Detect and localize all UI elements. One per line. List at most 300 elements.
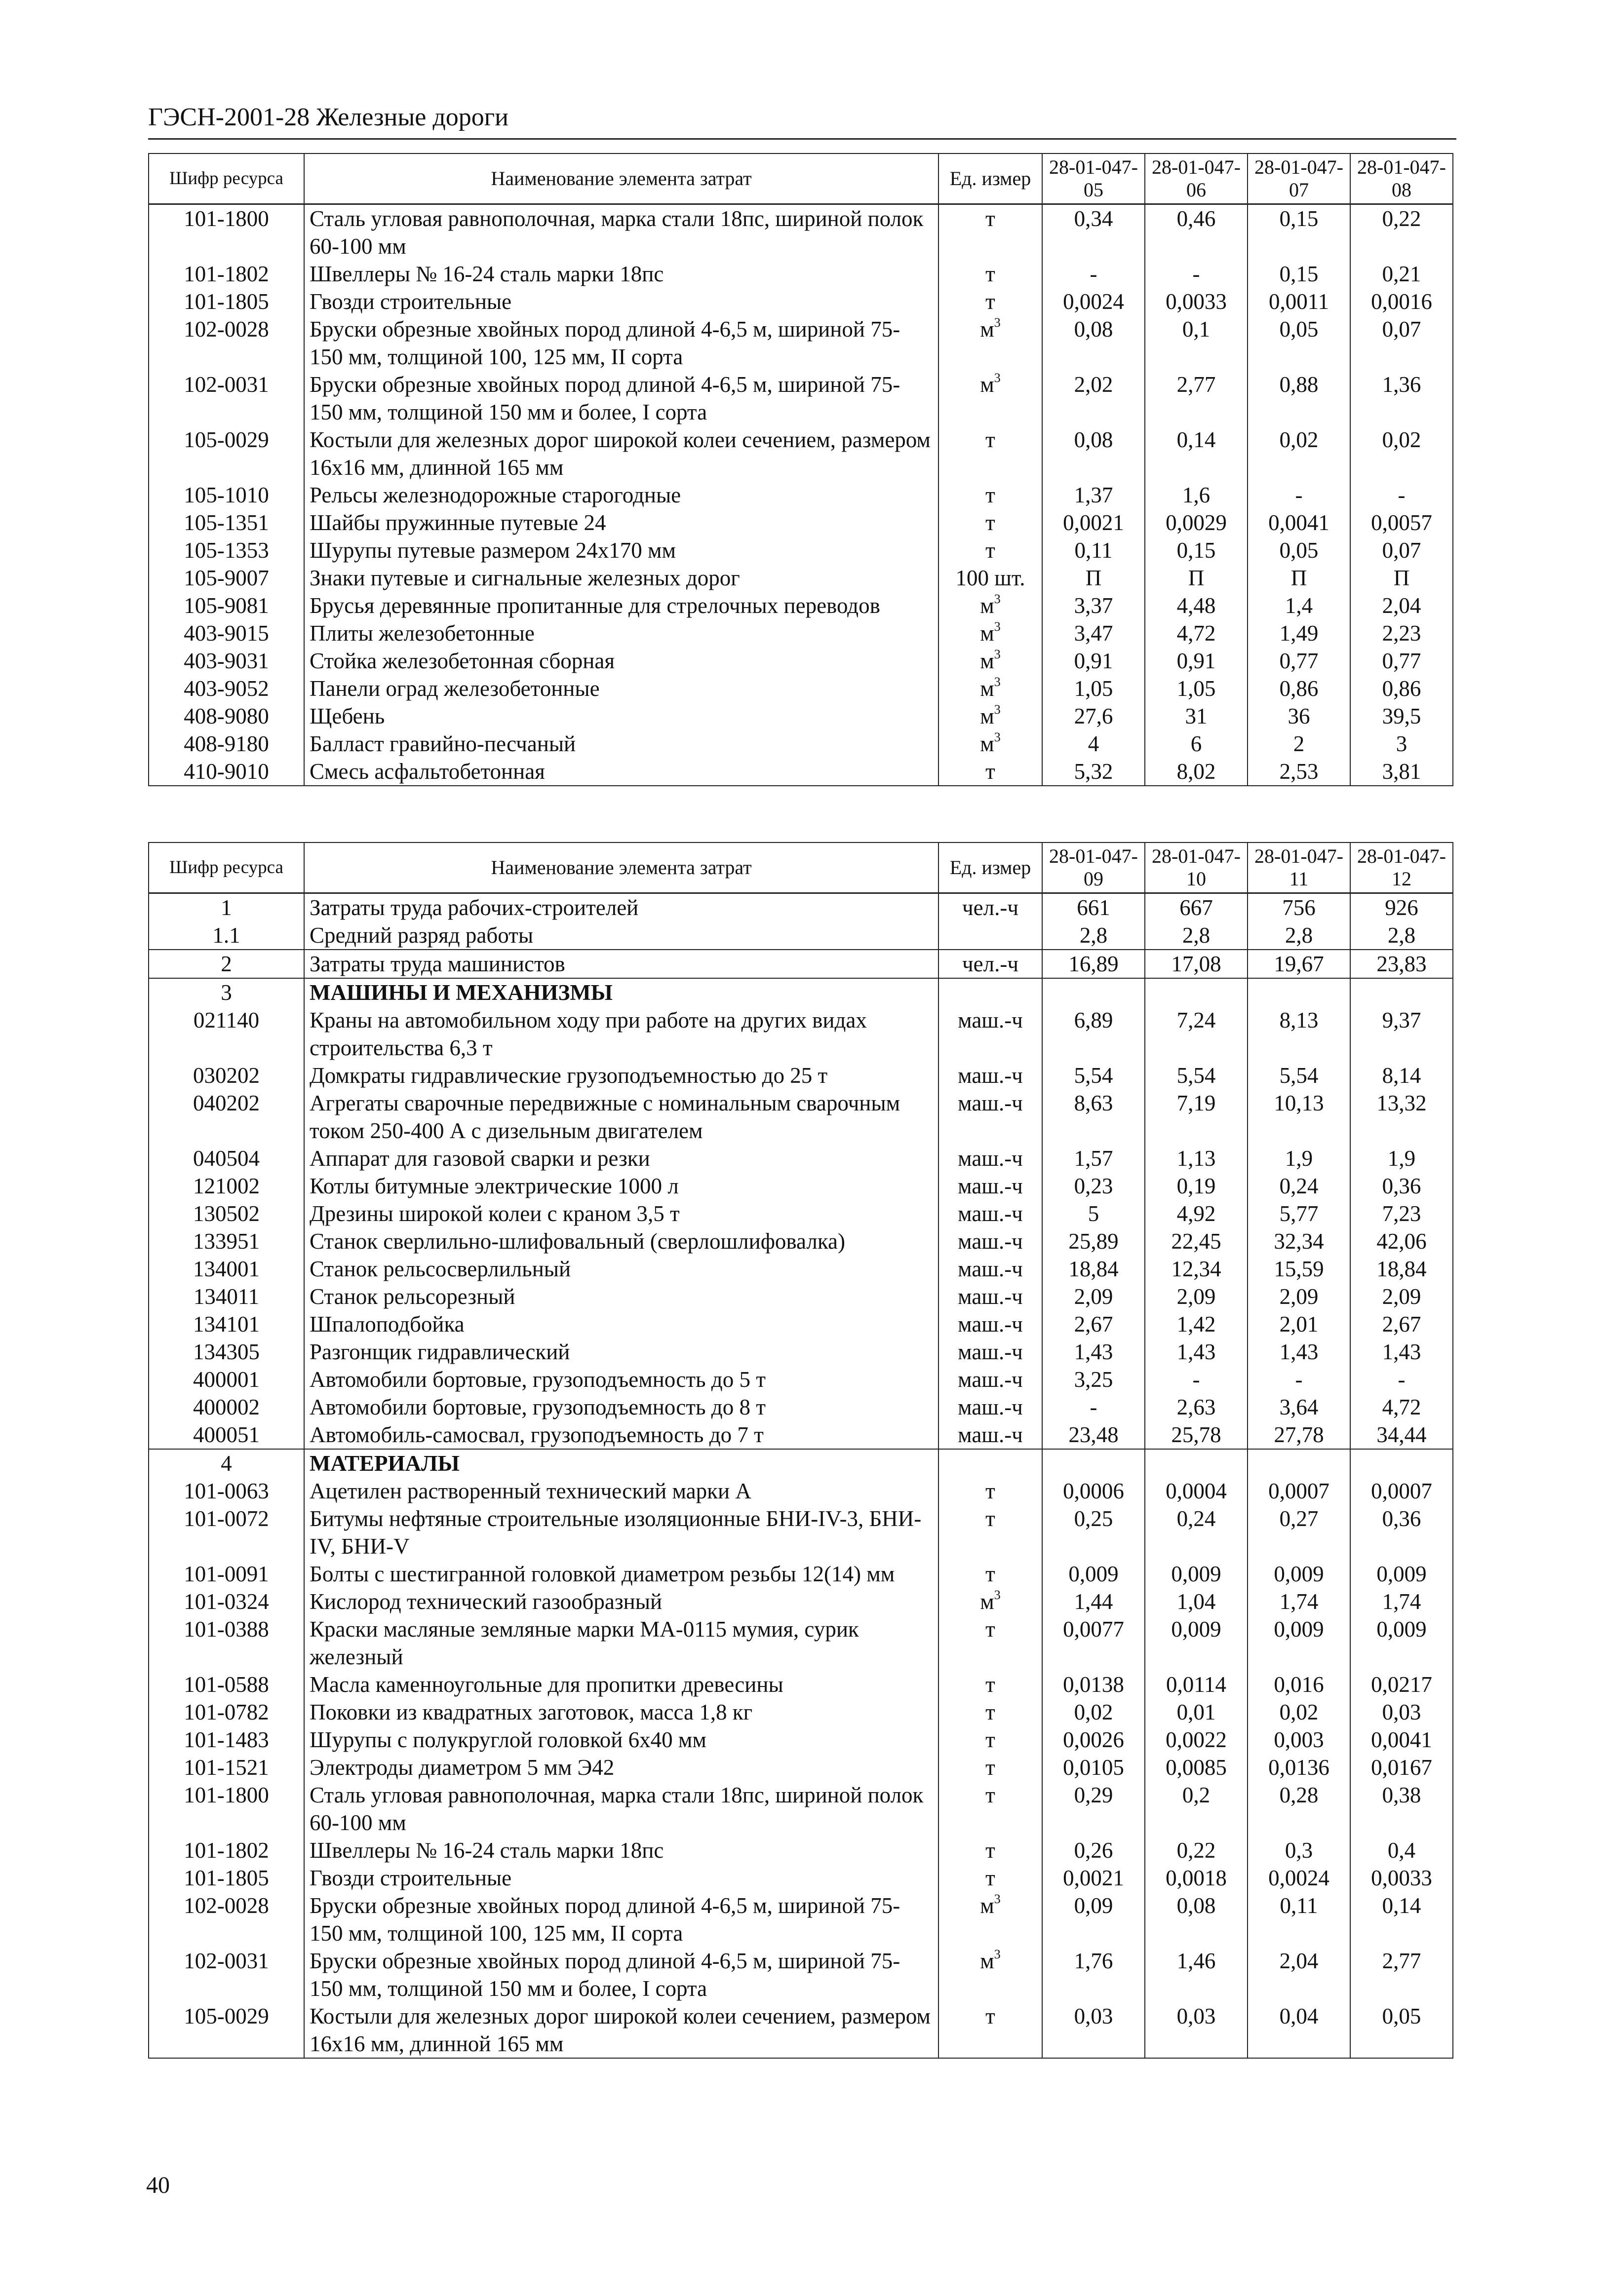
resource-code: 101-1805: [149, 288, 304, 315]
norm-value: 0,0167: [1350, 1754, 1453, 1781]
norm-value: 6,89: [1042, 1006, 1145, 1062]
resource-code: 101-1483: [149, 1726, 304, 1754]
norm-value: 1,74: [1350, 1588, 1453, 1615]
norm-value: 27,78: [1248, 1421, 1350, 1449]
table-row: [149, 315, 1453, 371]
norm-value: 7,19: [1145, 1089, 1248, 1145]
norm-value: 0,2: [1145, 1781, 1248, 1837]
page-header: [148, 103, 1456, 140]
norm-value: 1,43: [1042, 1338, 1145, 1366]
norm-value: [1248, 1449, 1350, 1477]
resource-code: 410-9010: [149, 758, 304, 786]
column-header-rate: 28-01-047-12: [1350, 842, 1453, 893]
norm-value: 0,4: [1350, 1837, 1453, 1864]
table-row: [149, 1615, 1453, 1671]
unit-label: м: [980, 1893, 994, 1918]
column-header-rate: 28-01-047-08: [1350, 153, 1453, 204]
unit-cell: [938, 1227, 1042, 1255]
norm-value: 0,0007: [1248, 1477, 1350, 1505]
unit-label: 100 шт.: [955, 566, 1025, 590]
norm-value: -: [1145, 260, 1248, 288]
norm-value: [1350, 978, 1453, 1006]
unit-cell: [938, 1615, 1042, 1671]
norm-value: 2,04: [1350, 592, 1453, 619]
norm-value: 2,8: [1145, 921, 1248, 950]
unit-cell: [938, 288, 1042, 315]
norm-value: 1,05: [1042, 675, 1145, 702]
unit-cell: [938, 1754, 1042, 1781]
table-row: [149, 426, 1453, 481]
cost-element-name: Станок сверлильно-шлифовальный (сверлошлифовалка): [304, 1227, 938, 1255]
norm-value: 0,04: [1248, 2002, 1350, 2058]
norm-value: 0,08: [1042, 426, 1145, 481]
norm-value: 0,29: [1042, 1781, 1145, 1837]
cost-element-name: Бруски обрезные хвойных пород длиной 4-6,5 м, шириной 75-150 мм, толщиной 150 мм и более, I сорта: [304, 1947, 938, 2002]
cost-element-name: Поковки из квадратных заготовок, масса 1,8 кг: [304, 1698, 938, 1726]
unit-cell: [938, 675, 1042, 702]
cost-element-name: Шурупы с полукруглой головкой 6х40 мм: [304, 1726, 938, 1754]
norm-value: 18,84: [1042, 1255, 1145, 1283]
resource-code: 101-0063: [149, 1477, 304, 1505]
resource-code: 105-1351: [149, 509, 304, 536]
unit-label: м: [980, 676, 994, 701]
unit-label: м: [980, 731, 994, 756]
resource-code: 021140: [149, 1006, 304, 1062]
norm-value: 0,003: [1248, 1726, 1350, 1754]
norm-value: 0,05: [1248, 536, 1350, 564]
table-row: [149, 1145, 1453, 1172]
unit-label: маш.-ч: [958, 1312, 1023, 1337]
table-row: [149, 1255, 1453, 1283]
norm-value: 7,23: [1350, 1200, 1453, 1227]
unit-exponent: 3: [994, 371, 1001, 385]
table-row: [149, 1671, 1453, 1698]
unit-exponent: 3: [994, 315, 1001, 330]
resource-code: 102-0031: [149, 371, 304, 426]
norm-value: 8,14: [1350, 1062, 1453, 1089]
unit-label: т: [985, 427, 995, 452]
norm-value: 0,28: [1248, 1781, 1350, 1837]
unit-cell: [938, 1781, 1042, 1837]
table-row: [149, 1698, 1453, 1726]
norm-value: 0,0007: [1350, 1477, 1453, 1505]
table-row: [149, 1393, 1453, 1421]
cost-element-name: Масла каменноугольные для пропитки древесины: [304, 1671, 938, 1698]
norm-value: 31: [1145, 702, 1248, 730]
unit-cell: [938, 1310, 1042, 1338]
norm-value: [1248, 978, 1350, 1006]
unit-cell: [938, 1947, 1042, 2002]
norm-value: 0,0018: [1145, 1864, 1248, 1892]
norm-value: 2,09: [1145, 1283, 1248, 1310]
unit-exponent: 3: [994, 592, 1001, 606]
norm-value: 2,77: [1145, 371, 1248, 426]
cost-element-name: Гвозди строительные: [304, 1864, 938, 1892]
norm-value: 2,8: [1248, 921, 1350, 950]
norm-value: 0,91: [1145, 647, 1248, 675]
norm-value: 4,72: [1145, 619, 1248, 647]
norm-value: 8,02: [1145, 758, 1248, 786]
resource-code: 4: [149, 1449, 304, 1477]
cost-element-name: Разгонщик гидравлический: [304, 1338, 938, 1366]
norm-value: 0,0033: [1350, 1864, 1453, 1892]
table-header-row: [149, 153, 1453, 204]
column-header-rate: 28-01-047-11: [1248, 842, 1350, 893]
norm-value: 3,37: [1042, 592, 1145, 619]
unit-label: м: [980, 1949, 994, 1973]
unit-cell: [938, 619, 1042, 647]
unit-label: т: [985, 759, 995, 784]
unit-cell: [938, 1338, 1042, 1366]
column-header-name: Наименование элемента затрат: [304, 842, 938, 893]
table-row: [149, 564, 1453, 592]
norm-value: 0,11: [1248, 1892, 1350, 1947]
norm-value: П: [1248, 564, 1350, 592]
table-row: [149, 1062, 1453, 1089]
norm-value: 0,27: [1248, 1505, 1350, 1560]
norm-value: 0,77: [1248, 647, 1350, 675]
page-number: 40: [146, 2172, 170, 2198]
unit-cell: [938, 730, 1042, 758]
norm-value: 0,38: [1350, 1781, 1453, 1837]
unit-label: маш.-ч: [958, 1257, 1023, 1281]
unit-label: т: [985, 1506, 995, 1531]
norm-value: 8,13: [1248, 1006, 1350, 1062]
table-row: [149, 730, 1453, 758]
table-row: [149, 647, 1453, 675]
norm-value: -: [1042, 1393, 1145, 1421]
resource-code: 101-0091: [149, 1560, 304, 1588]
unit-cell: [938, 1449, 1042, 1477]
cost-element-name: Автомобиль-самосвал, грузоподъемность до 7 т: [304, 1421, 938, 1449]
unit-cell: [938, 1698, 1042, 1726]
cost-element-name: Битумы нефтяные строительные изоляционные БНИ-IV-3, БНИ-IV, БНИ-V: [304, 1505, 938, 1560]
resource-code: 1.1: [149, 921, 304, 950]
unit-cell: [938, 509, 1042, 536]
resource-code: 105-9007: [149, 564, 304, 592]
norm-value: 0,07: [1350, 315, 1453, 371]
norm-value: 18,84: [1350, 1255, 1453, 1283]
table-row: [149, 1947, 1453, 2002]
unit-label: маш.-ч: [958, 1422, 1023, 1447]
norm-value: 1,37: [1042, 481, 1145, 509]
norm-value: 2,02: [1042, 371, 1145, 426]
resource-code: 105-1010: [149, 481, 304, 509]
unit-exponent: 3: [994, 702, 1001, 717]
norm-value: 2: [1248, 730, 1350, 758]
table-row: [149, 1227, 1453, 1255]
norm-value: 2,67: [1042, 1310, 1145, 1338]
norm-value: 2,8: [1350, 921, 1453, 950]
norm-value: 3: [1350, 730, 1453, 758]
norm-value: 9,37: [1350, 1006, 1453, 1062]
cost-element-name: Агрегаты сварочные передвижные с номинальным сварочным током 250-400 А с дизельным двигателем: [304, 1089, 938, 1145]
norm-value: 2,77: [1350, 1947, 1453, 2002]
resource-code: 102-0028: [149, 315, 304, 371]
section-row: [149, 1449, 1453, 1477]
unit-label: т: [985, 483, 995, 507]
cost-element-name: Затраты труда машинистов: [304, 950, 938, 978]
norm-value: 2,01: [1248, 1310, 1350, 1338]
norm-value: 667: [1145, 893, 1248, 922]
norm-value: [1350, 1449, 1453, 1477]
norm-value: 0,24: [1145, 1505, 1248, 1560]
resource-code: 408-9080: [149, 702, 304, 730]
norm-value: 0,11: [1042, 536, 1145, 564]
norm-value: 1,4: [1248, 592, 1350, 619]
norm-value: 1,57: [1042, 1145, 1145, 1172]
norm-value: 0,86: [1350, 675, 1453, 702]
norm-value: 1,43: [1248, 1338, 1350, 1366]
norm-value: -: [1248, 481, 1350, 509]
cost-element-name: Швеллеры № 16-24 сталь марки 18пс: [304, 1837, 938, 1864]
norm-value: 34,44: [1350, 1421, 1453, 1449]
resource-code: 030202: [149, 1062, 304, 1089]
unit-label: маш.-ч: [958, 1174, 1023, 1198]
norm-value: 13,32: [1350, 1089, 1453, 1145]
cost-element-name: Домкраты гидравлические грузоподъемностью до 25 т: [304, 1062, 938, 1089]
unit-cell: [938, 1864, 1042, 1892]
cost-element-name: Котлы битумные электрические 1000 л: [304, 1172, 938, 1200]
norm-value: 0,36: [1350, 1172, 1453, 1200]
cost-element-name: Швеллеры № 16-24 сталь марки 18пс: [304, 260, 938, 288]
norm-value: 4: [1042, 730, 1145, 758]
unit-label: м: [980, 704, 994, 728]
norm-value: 0,08: [1145, 1892, 1248, 1947]
norm-value: 0,009: [1350, 1560, 1453, 1588]
unit-label: маш.-ч: [958, 1395, 1023, 1419]
norm-value: 0,0033: [1145, 288, 1248, 315]
table-row: [149, 758, 1453, 786]
norm-value: 661: [1042, 893, 1145, 922]
resource-code: 101-1802: [149, 260, 304, 288]
norm-value: 0,26: [1042, 1837, 1145, 1864]
unit-exponent: 3: [994, 675, 1001, 689]
norm-value: 1,49: [1248, 619, 1350, 647]
norm-value: 0,08: [1042, 315, 1145, 371]
unit-cell: [938, 1200, 1042, 1227]
table-row: [149, 893, 1453, 922]
unit-label: маш.-ч: [958, 1229, 1023, 1254]
unit-label: т: [985, 1479, 995, 1503]
norm-value: 32,34: [1248, 1227, 1350, 1255]
norm-value: 0,05: [1248, 315, 1350, 371]
norm-value: 0,0011: [1248, 288, 1350, 315]
norm-value: 1,74: [1248, 1588, 1350, 1615]
norm-value: 0,0085: [1145, 1754, 1248, 1781]
norm-value: 1,6: [1145, 481, 1248, 509]
norm-value: 8,63: [1042, 1089, 1145, 1145]
table-row: [149, 1338, 1453, 1366]
norm-value: 0,0024: [1042, 288, 1145, 315]
resource-code: 040504: [149, 1145, 304, 1172]
norm-value: 0,0041: [1248, 509, 1350, 536]
cost-element-name: Станок рельсосверлильный: [304, 1255, 938, 1283]
unit-label: м: [980, 317, 994, 342]
unit-label: т: [985, 206, 995, 231]
cost-element-name: Стойка железобетонная сборная: [304, 647, 938, 675]
norm-value: 0,009: [1248, 1560, 1350, 1588]
unit-label: маш.-ч: [958, 1146, 1023, 1171]
table-row: [149, 371, 1453, 426]
unit-cell: [938, 592, 1042, 619]
column-header-rate: 28-01-047-10: [1145, 842, 1248, 893]
norm-value: 3,47: [1042, 619, 1145, 647]
unit-label: м: [980, 1589, 994, 1614]
norm-value: 2,53: [1248, 758, 1350, 786]
unit-cell: [938, 564, 1042, 592]
cost-element-name: Сталь угловая равнополочная, марка стали 18пс, шириной полок 60-100 мм: [304, 204, 938, 261]
unit-cell: [938, 2002, 1042, 2058]
resource-code: 403-9031: [149, 647, 304, 675]
norm-value: 1,44: [1042, 1588, 1145, 1615]
unit-label: т: [985, 1838, 995, 1863]
table-row: [149, 1006, 1453, 1062]
norm-value: 2,09: [1350, 1283, 1453, 1310]
norm-value: 3,64: [1248, 1393, 1350, 1421]
norm-value: [1145, 978, 1248, 1006]
column-header-code: Шифр ресурса: [149, 842, 304, 893]
resource-code: 102-0031: [149, 1947, 304, 2002]
norm-value: 0,07: [1350, 536, 1453, 564]
resource-code: 101-1800: [149, 1781, 304, 1837]
resource-table-2: [148, 842, 1453, 2059]
cost-element-name: Костыли для железных дорог широкой колеи сечением, размером 16х16 мм, длинной 165 мм: [304, 2002, 938, 2058]
cost-element-name: Краски масляные земляные марки МА-0115 мумия, сурик железный: [304, 1615, 938, 1671]
cost-element-name: Затраты труда рабочих-строителей: [304, 893, 938, 922]
table-row: [149, 1089, 1453, 1145]
cost-element-name: Бруски обрезные хвойных пород длиной 4-6,5 м, шириной 75-150 мм, толщиной 150 мм и более, I сорта: [304, 371, 938, 426]
unit-cell: [938, 758, 1042, 786]
norm-value: 17,08: [1145, 950, 1248, 978]
unit-cell: [938, 647, 1042, 675]
unit-cell: [938, 1671, 1042, 1698]
norm-value: 15,59: [1248, 1255, 1350, 1283]
unit-label: т: [985, 1700, 995, 1724]
resource-code: 101-0782: [149, 1698, 304, 1726]
unit-label: м: [980, 621, 994, 646]
norm-value: 25,89: [1042, 1227, 1145, 1255]
norm-value: 1,05: [1145, 675, 1248, 702]
norm-value: 4,48: [1145, 592, 1248, 619]
cost-element-name: Электроды диаметром 5 мм Э42: [304, 1754, 938, 1781]
norm-value: 0,3: [1248, 1837, 1350, 1864]
unit-label: т: [985, 2004, 995, 2028]
norm-value: 0,0105: [1042, 1754, 1145, 1781]
unit-label: т: [985, 289, 995, 314]
norm-value: 0,09: [1042, 1892, 1145, 1947]
norm-value: [1042, 1449, 1145, 1477]
section-row: [149, 978, 1453, 1006]
table-row: [149, 509, 1453, 536]
table-row: [149, 675, 1453, 702]
column-header-unit: Ед. измер: [938, 842, 1042, 893]
unit-cell: [938, 1505, 1042, 1560]
norm-value: 0,0021: [1042, 1864, 1145, 1892]
unit-cell: [938, 536, 1042, 564]
table-row: [149, 950, 1453, 978]
norm-value: 5,77: [1248, 1200, 1350, 1227]
column-header-name: Наименование элемента затрат: [304, 153, 938, 204]
norm-value: 39,5: [1350, 702, 1453, 730]
table-row: [149, 1505, 1453, 1560]
norm-value: 0,1: [1145, 315, 1248, 371]
cost-element-name: Аппарат для газовой сварки и резки: [304, 1145, 938, 1172]
unit-label: т: [985, 538, 995, 563]
norm-value: 0,03: [1145, 2002, 1248, 2058]
column-header-rate: 28-01-047-05: [1042, 153, 1145, 204]
norm-value: 5,54: [1042, 1062, 1145, 1089]
unit-label: маш.-ч: [958, 1284, 1023, 1309]
cost-element-name: МАТЕРИАЛЫ: [304, 1449, 938, 1477]
norm-value: 1,43: [1145, 1338, 1248, 1366]
norm-value: 0,14: [1350, 1892, 1453, 1947]
norm-value: 12,34: [1145, 1255, 1248, 1283]
unit-cell: [938, 921, 1042, 950]
norm-value: 0,009: [1248, 1615, 1350, 1671]
unit-cell: [938, 1421, 1042, 1449]
unit-label: маш.-ч: [958, 1339, 1023, 1364]
norm-value: 0,14: [1145, 426, 1248, 481]
unit-label: т: [985, 1866, 995, 1890]
norm-value: 0,0217: [1350, 1671, 1453, 1698]
resource-code: 101-1805: [149, 1864, 304, 1892]
resource-code: 3: [149, 978, 304, 1006]
norm-value: 42,06: [1350, 1227, 1453, 1255]
resource-code: 1: [149, 893, 304, 922]
norm-value: 0,15: [1248, 260, 1350, 288]
norm-value: 2,09: [1248, 1283, 1350, 1310]
resource-code: 101-0324: [149, 1588, 304, 1615]
unit-cell: [938, 1283, 1042, 1310]
table-header-row: [149, 842, 1453, 893]
column-header-rate: 28-01-047-06: [1145, 153, 1248, 204]
table-row: [149, 592, 1453, 619]
table-row: [149, 1864, 1453, 1892]
unit-cell: [938, 893, 1042, 922]
norm-value: 0,0114: [1145, 1671, 1248, 1698]
norm-value: П: [1145, 564, 1248, 592]
cost-element-name: Плиты железобетонные: [304, 619, 938, 647]
norm-value: 0,0029: [1145, 509, 1248, 536]
cost-element-name: Сталь угловая равнополочная, марка стали 18пс, шириной полок 60-100 мм: [304, 1781, 938, 1837]
norm-value: -: [1145, 1366, 1248, 1393]
unit-cell: [938, 978, 1042, 1006]
norm-value: 0,0077: [1042, 1615, 1145, 1671]
unit-cell: [938, 204, 1042, 261]
norm-value: 0,36: [1350, 1505, 1453, 1560]
norm-value: 23,48: [1042, 1421, 1145, 1449]
table-row: [149, 1754, 1453, 1781]
resource-code: 101-0388: [149, 1615, 304, 1671]
table-row: [149, 921, 1453, 950]
norm-value: 0,86: [1248, 675, 1350, 702]
table-row: [149, 1310, 1453, 1338]
norm-value: 7,24: [1145, 1006, 1248, 1062]
unit-label: маш.-ч: [958, 1063, 1023, 1088]
unit-cell: [938, 1089, 1042, 1145]
norm-value: 0,0026: [1042, 1726, 1145, 1754]
norm-value: 0,0006: [1042, 1477, 1145, 1505]
table-row: [149, 2002, 1453, 2058]
norm-value: 0,03: [1042, 2002, 1145, 2058]
norm-value: 2,04: [1248, 1947, 1350, 2002]
table-row: [149, 204, 1453, 261]
norm-value: -: [1248, 1366, 1350, 1393]
unit-cell: [938, 1892, 1042, 1947]
resource-code: 105-1353: [149, 536, 304, 564]
table-row: [149, 536, 1453, 564]
